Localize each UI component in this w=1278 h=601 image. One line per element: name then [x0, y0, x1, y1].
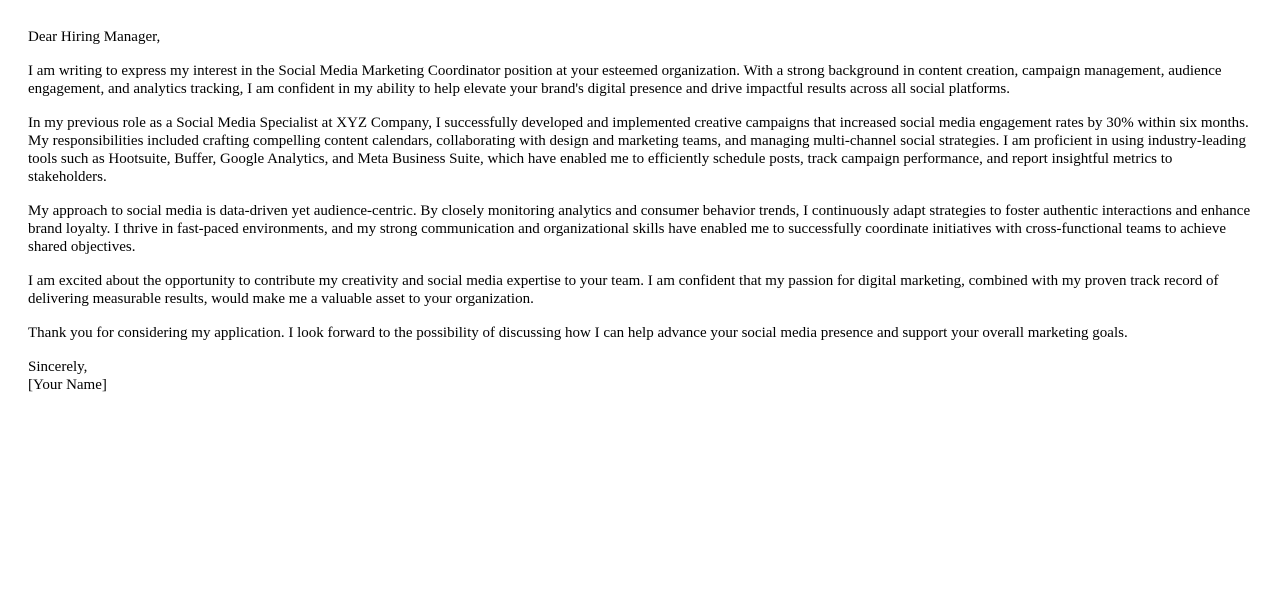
- paragraph-experience: In my previous role as a Social Media Specialist at XYZ Company, I successfully developed and implemented creative campaigns that increased social media engagement rates by 30% within six months. My responsibilities included crafting compelling content calendars, collaborating with design and marketing teams, and managing multi-channel social strategies. I am proficient in using industry-leading tools such as Hootsuite, Buffer, Google Analytics, and Meta Business Suite, which have enabled me to efficiently schedule posts, track campaign performance, and report insightful metrics to stakeholders.: [28, 115, 1249, 185]
- signature: [Your Name]: [28, 377, 107, 393]
- signoff: [28, 358, 1254, 394]
- closing: Sincerely,: [28, 359, 88, 375]
- paragraph-introduction: I am writing to express my interest in the Social Media Marketing Coordinator position at your esteemed organization. With a strong background in content creation, campaign management, audience engagement, and analytics tracking, I am confident in my ability to help elevate your brand's digital presence and drive impactful results across all social platforms.: [28, 63, 1222, 97]
- paragraph-approach: My approach to social media is data-driven yet audience-centric. By closely monitoring analytics and consumer behavior trends, I continuously adapt strategies to foster authentic interactions and enhance brand loyalty. I thrive in fast-paced environments, and my strong communication and organizational skills have enabled me to successfully coordinate initiatives with cross-functional teams to achieve shared objectives.: [28, 203, 1251, 255]
- paragraph-thanks: Thank you for considering my application. I look forward to the possibility of discussing how I can help advance your social media presence and support your overall marketing goals.: [28, 325, 1128, 341]
- paragraph-enthusiasm: I am excited about the opportunity to contribute my creativity and social media expertise to your team. I am confident that my passion for digital marketing, combined with my proven track record of delivering measurable results, would make me a valuable asset to your organization.: [28, 273, 1219, 307]
- cover-letter: [28, 28, 1254, 394]
- salutation: Dear Hiring Manager,: [28, 29, 161, 45]
